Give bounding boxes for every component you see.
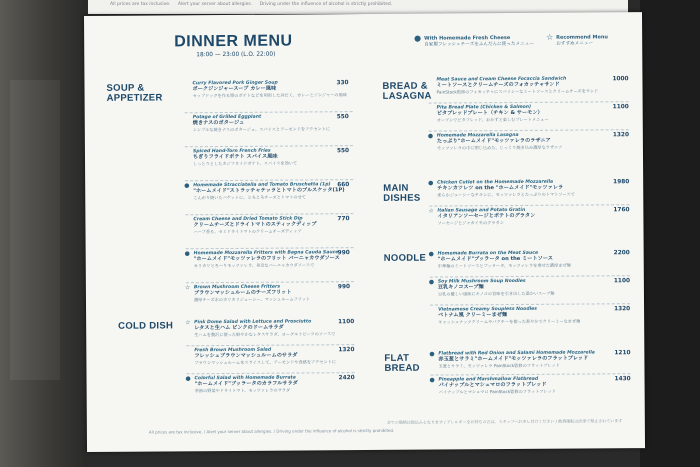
upper-notice-3: Driving under the influence of alcohol is strictly prohibited.: [259, 2, 393, 7]
menu-item-english-name: Soy Milk Mushroom Soup Noodles: [437, 278, 526, 285]
menu-item-price: 1760: [613, 207, 630, 214]
menu-item-japanese-name: フレッシュブラウンマッシュルームのサラダ: [194, 352, 298, 360]
menu-item-japanese-name: クリームチーズとドライトマトのスティックディップ: [193, 221, 317, 229]
legend-cheese-jp: 自家製フレッシュチーズをふんだんに使ったメニュー: [424, 41, 534, 48]
cheese-icon: ●: [185, 375, 191, 383]
left-background: [0, 0, 85, 467]
legend-recommend: [546, 32, 609, 47]
menu-item-description: モッツァレラの中に閉じ込めた、じっくり焼き込み濃厚なラザニア: [436, 144, 563, 151]
menu-item: [429, 350, 668, 369]
category-soup-appetizer: SOUP & APPETIZER: [106, 82, 163, 104]
menu-item: [184, 284, 424, 303]
menu-item-english-name: Flatbread with Red Onion and Salami Homemade Mozzarella: [438, 350, 595, 357]
menu-item-price: 2200: [613, 250, 630, 257]
upper-notice-2: Alert your server about allergies.: [177, 2, 253, 7]
menu-item-description: キャッシュナッツクリームやパクチーを使った爽やかでクリーミーなまぜ麺: [438, 318, 581, 325]
menu-item-price: 770: [337, 216, 350, 223]
cheese-icon: ●: [428, 250, 434, 258]
menu-item-japanese-name: "ホームメイド"モッツァレラのフリット バーニャカウダソース: [193, 255, 340, 263]
menu-item-description: 季節の野菜やドライトマト、モッツァレラのサラダ: [194, 387, 291, 393]
menu-item-description: 中華麺のミートソースとブッラータ、モッツァレラを乗せた濃厚まぜ麺: [437, 262, 571, 269]
star-icon: ☆: [428, 207, 434, 215]
item-divider: [431, 373, 631, 375]
menu-item-price: 1430: [614, 376, 631, 383]
menu-item: [429, 376, 669, 395]
menu-item-japanese-name: "ホームメイド"ストラッチャテッラとトマトのブルスケッタ(1P): [193, 186, 345, 195]
item-divider: [430, 275, 630, 277]
menu-item-description: 柔らかジューシーなチキンに、モッツァレラとたっぷりのトマトソースで: [437, 191, 575, 198]
menu-item-price: 990: [337, 284, 351, 291]
item-divider: [186, 281, 354, 283]
menu-item-description: 濃厚チーズ水のカリカリジューシー、マッシュルームフリット: [193, 296, 311, 302]
menu-item-description: シンプルな焼きナスのポタージュ。スパイスとアーモンドをアクセントに: [192, 125, 331, 132]
menu-item: [184, 182, 423, 201]
item-divider: [185, 213, 353, 215]
menu-item-japanese-name: ブラウンマッシュルームのチーズフリット: [193, 289, 292, 297]
star-icon: ☆: [184, 284, 191, 292]
menu-hours: 18:00 — 23:00 (L.O. 22:00): [196, 51, 276, 59]
menu-item-price: 1100: [613, 278, 631, 285]
menu-item-price: 1320: [338, 347, 355, 354]
star-icon: ☆: [546, 32, 554, 42]
menu-item-japanese-name: レタスと生ハム ピンクのドームサラダ: [194, 324, 284, 332]
menu-item: [193, 148, 423, 167]
menu-item-english-name: Chicken Cutlet on the Homemade Mozzarella: [437, 179, 554, 186]
menu-item-price: 1210: [614, 350, 631, 357]
menu-item-description: ブラウンマッシュルームをスライスして、アーモンドや食感をアクセントに: [194, 358, 337, 365]
menu-item: [428, 207, 667, 226]
menu-item-price: 2420: [338, 375, 355, 382]
menu-item-english-name: Colorful Salad with Homemade Burrata: [194, 375, 296, 382]
menu-item-english-name: Homemade Burrata on the Meat Sauce: [437, 250, 539, 257]
menu-item-english-name: Pita Bread Plate (Chicken & Salmon): [436, 104, 532, 111]
menu-item-english-name: Homemade Mozzarella Lasagna: [436, 132, 519, 139]
cheese-icon: ●: [414, 33, 422, 43]
menu-item-description: 豆乳の優しい風味にキノコの旨味を引き出した温かいスープ麺: [437, 290, 555, 297]
menu-item-japanese-name: イタリアンソーセージとポテトのグラタン: [437, 212, 536, 220]
menu-item: [193, 216, 423, 235]
right-background: [640, 0, 700, 467]
cheese-icon: ●: [428, 278, 435, 286]
footer-jp: 全ての価格は税込みとなります / アレルギーをお持ちの方は、スタッフへお申し付けください / 飲酒運転は法律で禁止されています: [386, 418, 623, 425]
menu-sheet: [84, 12, 645, 452]
cheese-icon: ●: [428, 179, 434, 187]
menu-item-description: ハーブ香る、セミドライトマトのクリームチーズディップ: [193, 228, 302, 234]
menu-item-description: しっとりとしたカジフライドポテト、スパイスを効いて: [193, 160, 298, 166]
menu-item: [428, 250, 668, 269]
menu-item-japanese-name: ベトナム風 クリーミーまぜ麺: [438, 311, 508, 319]
legend-recommend-jp: おすすめメニュー: [556, 41, 594, 47]
category-bread-lasagna: BREAD & LASAGNA: [382, 80, 432, 102]
menu-item: [185, 375, 425, 394]
legend-cheese: [414, 33, 534, 49]
menu-item-japanese-name: 豆乳キノコスープ麺: [437, 284, 484, 291]
footer-en: All prices are tax inclusive. / Alert your server about allergies. / Driving under the influence of alcohol is strictly prohibited.: [148, 427, 395, 435]
menu-item-description: 玉葱とサラミ、モッツァレラ PainStock監修のフラットブレッド: [438, 362, 560, 369]
menu-item-japanese-name: ポークジンジャースープ カレー風味: [192, 85, 277, 93]
menu-item-english-name: Cream Cheese and Dried Tomato Stick Dip: [193, 216, 303, 223]
menu-item-english-name: Fresh Brown Mushroom Salad: [194, 347, 272, 354]
cheese-icon: ●: [429, 350, 435, 358]
menu-item-description: 生ハムを贅沢に使った鮮やかなレタスサラダ、ヨーグルトビーツのソースで: [194, 330, 336, 337]
menu-item-price: 1320: [614, 306, 631, 313]
menu-item-english-name: Curry Flavored Pork Ginger Soup: [192, 80, 278, 87]
menu-item-price: 1980: [613, 179, 630, 186]
menu-item-japanese-name: たっぷり"ホームメイド"モッツァレラのラザニア: [436, 137, 551, 145]
item-divider: [185, 179, 353, 181]
item-divider: [429, 204, 629, 206]
menu-item: [436, 76, 666, 95]
menu-item-price: 550: [336, 148, 350, 155]
menu-item-japanese-name: ピタブレッドプレート（チキン & サーモン）: [436, 109, 543, 117]
background-glass: [10, 80, 60, 380]
menu-item-english-name: Potage of Grilled Eggplant: [192, 114, 262, 121]
menu-item-japanese-name: ちぎりフライドポテト スパイス風味: [192, 153, 278, 161]
menu-item-english-name: Brown Mushroom Cheese Fritters: [193, 284, 281, 291]
menu-item-english-name: Spiced Hand-Torn French Fries: [192, 148, 271, 155]
menu-item: [438, 306, 668, 325]
menu-item-japanese-name: ミートソースとクリームチーズのフォカッチャサンド: [436, 81, 560, 89]
cheese-icon: ●: [184, 250, 190, 258]
menu-item-japanese-name: チキンカツレツ on the "ホームメイド"モッツァレラ: [437, 184, 564, 192]
category-cold-dish: COLD DISH: [118, 320, 174, 332]
cheese-icon: ●: [427, 132, 434, 140]
cheese-icon: ●: [429, 376, 435, 384]
menu-item-price: 1100: [612, 104, 629, 111]
category-noodle: NOODLE: [383, 252, 427, 264]
menu-item-english-name: Homemade Stracciatella and Tomato Bruschetta (1p): [193, 182, 331, 189]
menu-item-english-name: Italian Sausage and Potato Gratin: [437, 207, 526, 214]
category-main-dishes: MAIN DISHES: [383, 182, 421, 204]
menu-item-description: セップドッグを作る際のポテトなどを利用した具だく、カレーとジンジャーの風味: [192, 91, 347, 98]
menu-item-japanese-name: "ホームメイド"ブッラータのカラフルサラダ: [194, 380, 298, 388]
menu-item-japanese-name: 焼きナスのポタージュ: [192, 119, 245, 127]
menu-item-description: ソーセージとジャガイモのグラタン: [437, 219, 504, 226]
menu-item: [437, 104, 667, 123]
item-divider: [429, 101, 629, 103]
menu-item-price: 1000: [612, 76, 629, 83]
upper-notice-1: All prices are tax inclusive.: [110, 2, 171, 7]
menu-item: [185, 319, 424, 338]
menu-item-english-name: Vietnamese Creamy Soupless Noodles: [438, 306, 538, 313]
item-divider: [185, 111, 353, 113]
cheese-icon: ●: [184, 182, 190, 190]
menu-item-english-name: Homemade Mozzarella Fritters with Bagna Cauda Sauce: [193, 250, 339, 257]
item-divider: [430, 303, 630, 305]
menu-item: [184, 250, 424, 269]
menu-item-english-name: Pink Dome Salad with Lettuce and Prosciutto: [194, 319, 312, 326]
menu-item-japanese-name: "ホームメイド"ブッラータ on the ミートソース: [437, 255, 553, 263]
menu-item-price: 990: [337, 250, 350, 257]
menu-item: [194, 347, 424, 366]
item-divider: [186, 372, 354, 374]
category-flat-bread: FLAT BREAD: [384, 352, 420, 374]
menu-item: [427, 132, 667, 151]
item-divider: [186, 344, 354, 346]
menu-item-description: パイナップルとマシュマロ PainStock監修のフラットブレッド: [438, 388, 556, 395]
menu-item-description: PainStock監修のフォカッチャにスパイシーなミートソースとクリームチーズをサンド: [436, 88, 599, 95]
menu-item-description: カリカリとろ〜りモッツァレラ、身近なバーニャカウダソースで: [193, 261, 315, 268]
menu-item-price: 550: [336, 114, 349, 121]
menu-item-english-name: Pineapple and Marshmallow Flatbread: [438, 376, 539, 383]
legend-cheese-en: With Homemade Fresh Cheese: [424, 35, 511, 42]
menu-item: [428, 278, 668, 297]
menu-item: [428, 179, 667, 198]
menu-title: DINNER MENU: [174, 32, 293, 51]
menu-item: [192, 80, 422, 99]
item-divider: [429, 129, 629, 131]
menu-item-price: 1320: [612, 132, 630, 139]
menu-item-price: 330: [336, 80, 349, 87]
menu-item-price: 1100: [338, 319, 355, 326]
menu-item-price: 660: [337, 182, 350, 189]
menu-item: [193, 114, 423, 133]
legend-recommend-en: Recommend Menu: [556, 34, 609, 41]
menu-item-english-name: Meat Sauce and Cream Cheese Focaccia Sandwich: [436, 76, 567, 83]
star-icon: ☆: [185, 319, 191, 327]
item-divider: [186, 247, 354, 249]
menu-item-description: オーブンでピタブレッド、おかずと楽しむプレートメニュー: [436, 116, 549, 123]
menu-item-description: こんがり焼いたバゲットに、とろとろチーズとトマトのせて: [193, 194, 306, 200]
item-divider: [185, 145, 353, 147]
menu-item-japanese-name: パイナップルとマシュマロのフラットブレッド: [438, 381, 547, 389]
menu-item-japanese-name: 赤玉葱とサラミ"ホームメイド"モッツァレラのフラットブレッド: [438, 355, 589, 363]
